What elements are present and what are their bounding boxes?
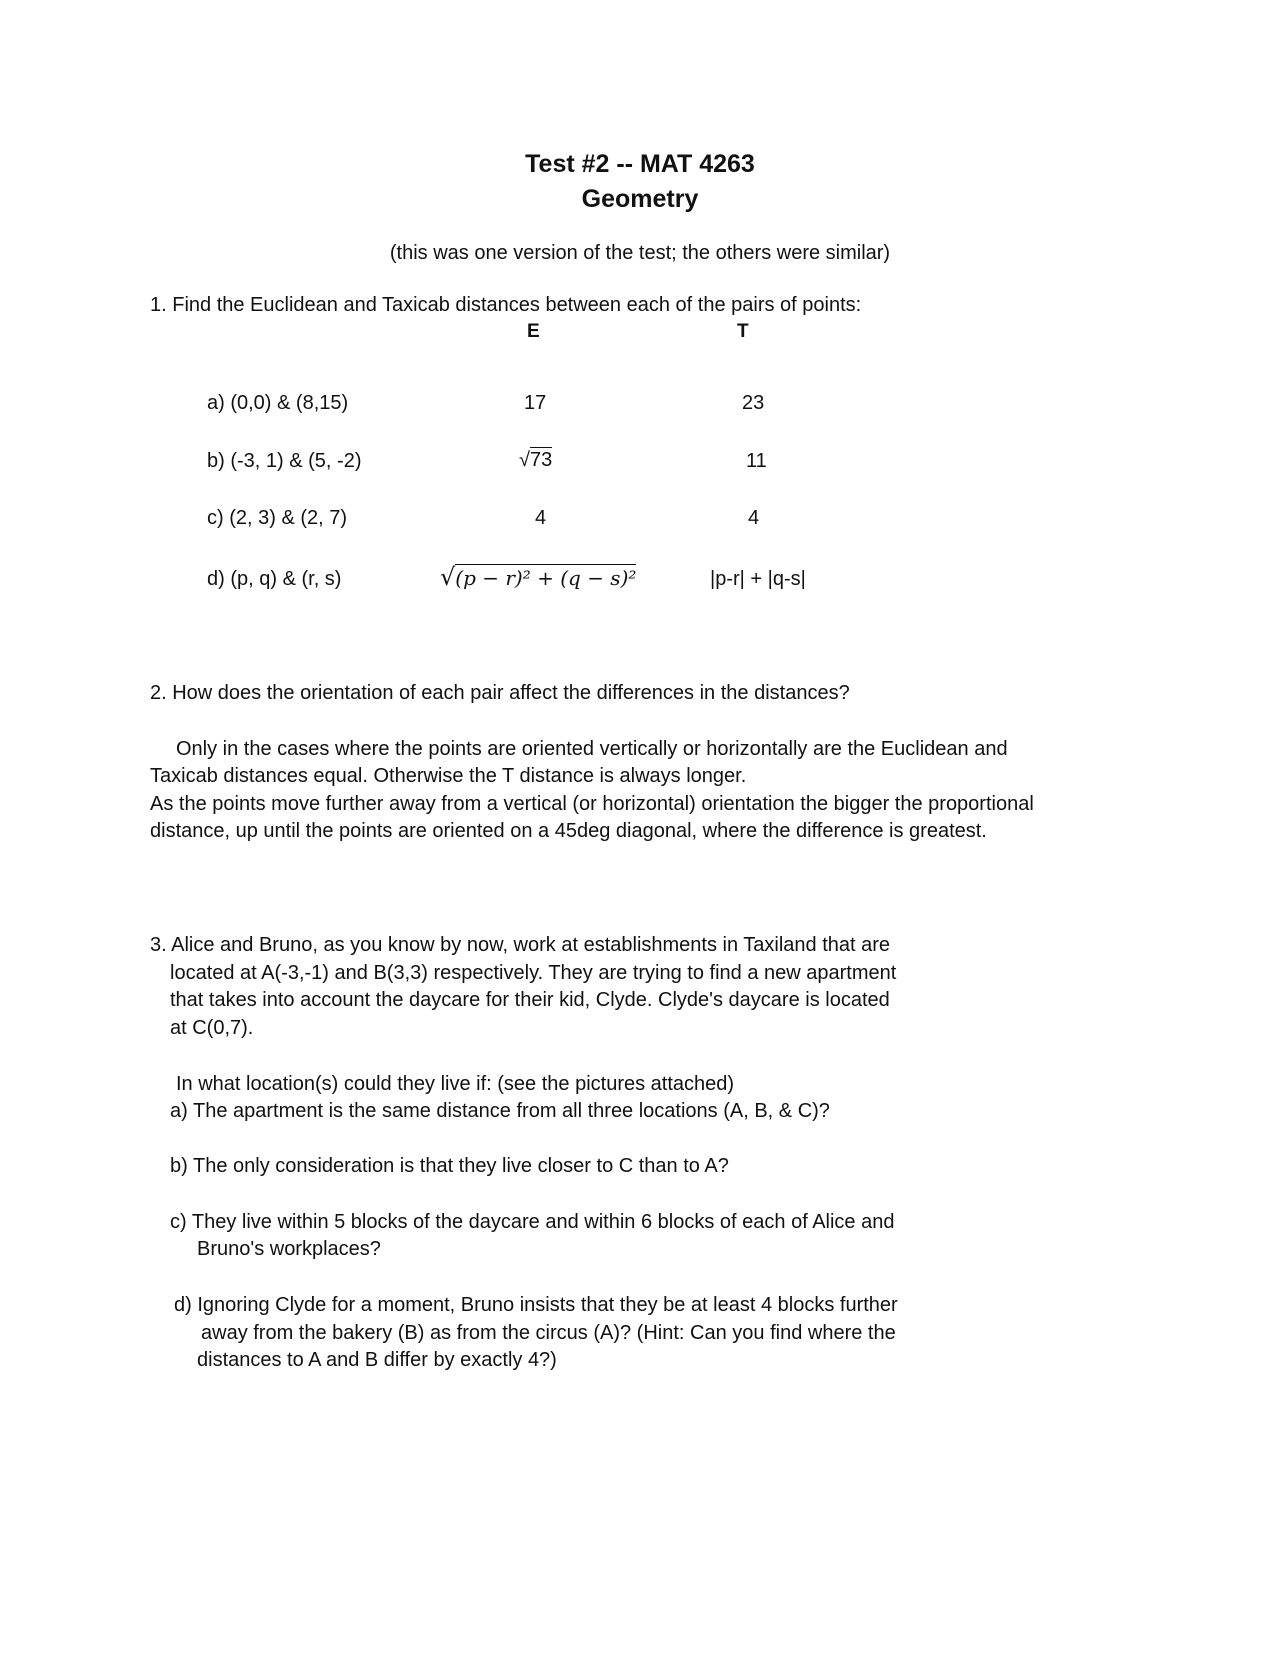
q1-row-b-label: b) (-3, 1) & (5, -2) (207, 450, 362, 472)
q2-answer-line-2: Taxicab distances equal. Otherwise the T distance is always longer. (150, 765, 747, 787)
q2-answer-line-1: Only in the cases where the points are oriented vertically or horizontally are the Euclidean and (176, 738, 1008, 760)
q1-row-b-taxicab: 11 (746, 450, 767, 472)
q1-row-d-taxicab: |p-r| + |q-s| (710, 568, 806, 590)
q1-row-d-label: d) (p, q) & (r, s) (207, 568, 342, 590)
q1-row-a-taxicab: 23 (742, 392, 765, 414)
q1-row-b-euclidean (519, 447, 552, 474)
q3-part-a: a) The apartment is the same distance from all three locations (A, B, & C)? (170, 1100, 830, 1122)
q1-row-c-euclidean: 4 (535, 507, 547, 529)
q3-part-b: b) The only consideration is that they live closer to C than to A? (170, 1155, 729, 1177)
sqrt-symbol: √ (519, 449, 530, 471)
q2-answer-line-4: distance, up until the points are oriented on a 45deg diagonal, where the difference is greatest. (150, 820, 987, 842)
q3-prompt-line-4: at C(0,7). (170, 1017, 254, 1039)
col-header-euclidean: E (527, 321, 540, 342)
q3-part-d-line-2: away from the bakery (B) as from the circus (A)? (Hint: Can you find where the (201, 1322, 896, 1344)
page-subtitle-course: Geometry (581, 185, 699, 213)
q3-prompt-line-2: located at A(-3,-1) and B(3,3) respectively. They are trying to find a new apartment (170, 962, 897, 984)
q3-part-d-line-1: d) Ignoring Clyde for a moment, Bruno insists that they be at least 4 blocks further (174, 1294, 898, 1316)
q1-row-d-euclidean (440, 563, 636, 591)
q3-prompt-line-3: that takes into account the daycare for their kid, Clyde. Clyde's daycare is located (170, 989, 890, 1011)
q3-prompt-line-1: 3. Alice and Bruno, as you know by now, work at establishments in Taxiland that are (150, 934, 891, 956)
page-title: Test #2 -- MAT 4263 (525, 150, 755, 178)
q1-row-a-label: a) (0,0) & (8,15) (207, 392, 349, 414)
q3-intro: In what location(s) could they live if: (see the pictures attached) (176, 1073, 735, 1095)
sqrt-symbol: √ (440, 563, 456, 591)
q1-row-c-taxicab: 4 (748, 507, 760, 529)
q2-answer-line-3: As the points move further away from a vertical (or horizontal) orientation the bigger the proportional (150, 793, 1034, 815)
q1-row-d-radicand: (p − r)² + (q − s)² (455, 566, 637, 590)
version-note: (this was one version of the test; the others were similar) (389, 242, 891, 264)
q3-part-c-line-1: c) They live within 5 blocks of the daycare and within 6 blocks of each of Alice and (170, 1211, 895, 1233)
q1-row-b-radicand: 73 (529, 449, 553, 471)
col-header-taxicab: T (737, 321, 749, 342)
q1-prompt: 1. Find the Euclidean and Taxicab distances between each of the pairs of points: (150, 294, 862, 316)
q1-row-a-euclidean: 17 (524, 392, 547, 414)
q1-row-c-label: c) (2, 3) & (2, 7) (207, 507, 348, 529)
q2-prompt: 2. How does the orientation of each pair affect the differences in the distances? (150, 682, 850, 704)
q3-part-d-line-3: distances to A and B differ by exactly 4?) (197, 1349, 557, 1371)
q3-part-c-line-2: Bruno's workplaces? (197, 1238, 381, 1260)
